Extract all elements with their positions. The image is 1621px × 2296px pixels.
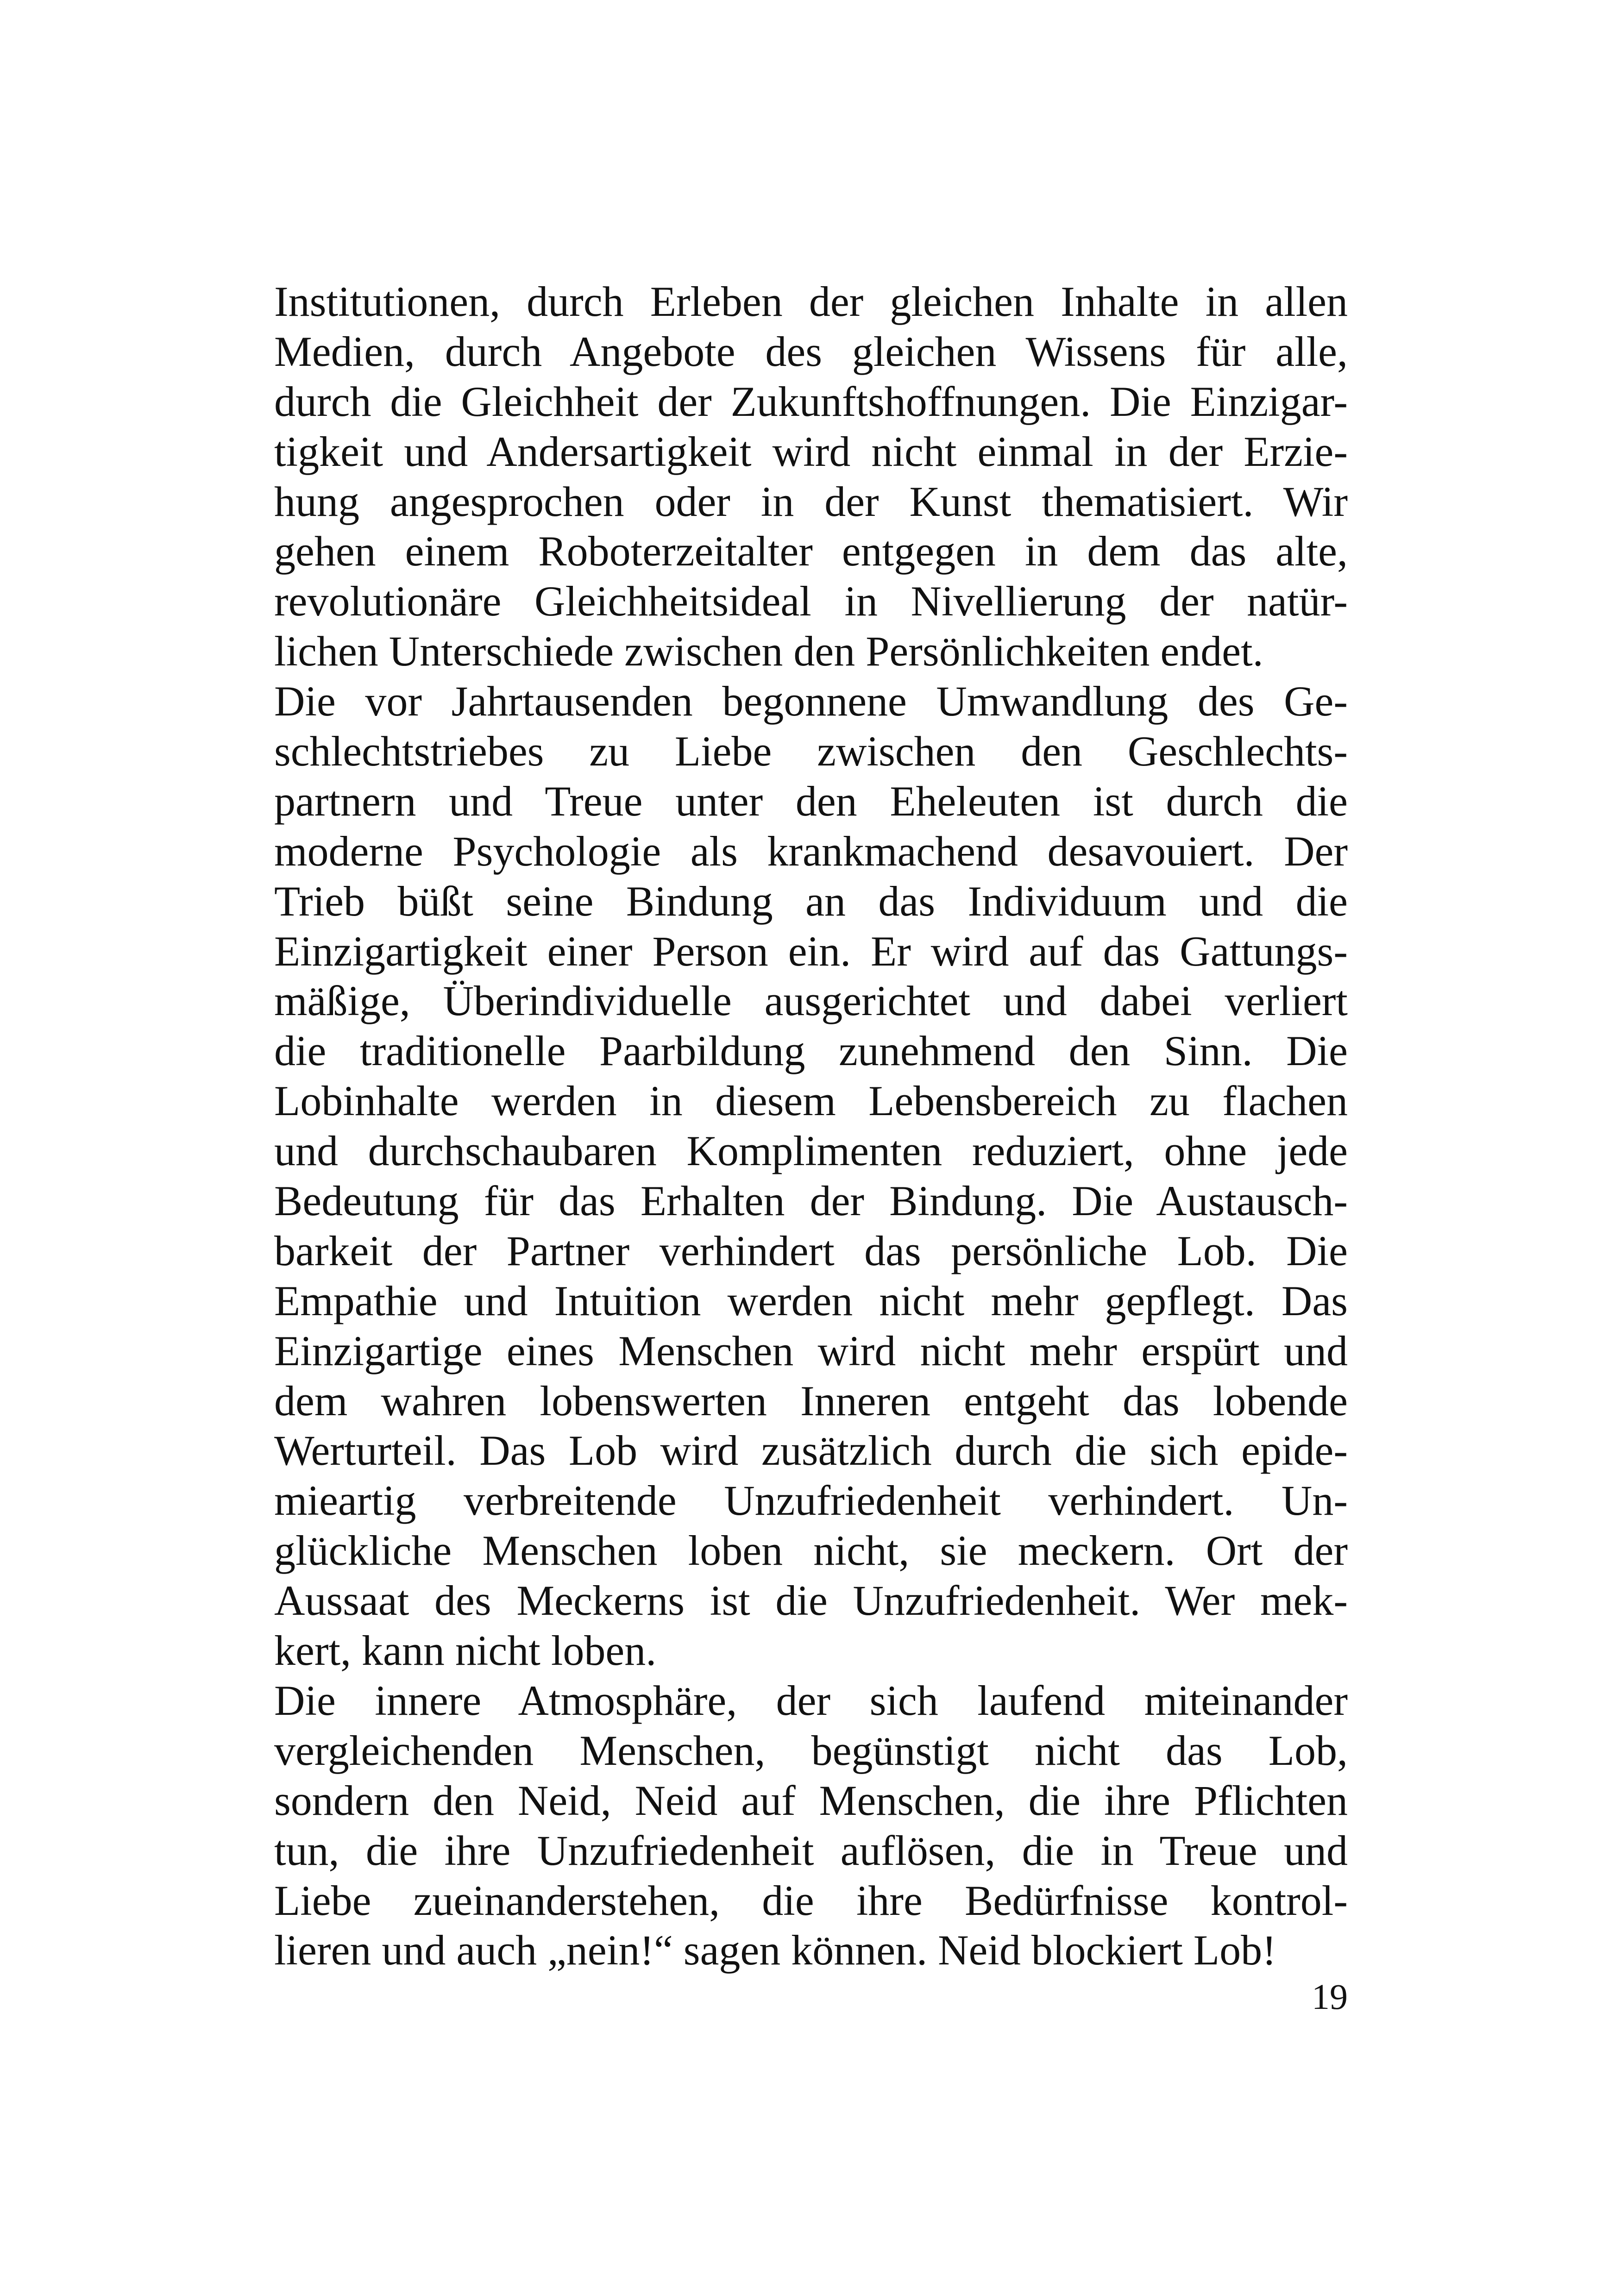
text-line: Bedeutung für das Erhalten der Bindung. Die Austausch- [274,1177,1348,1225]
text-line: tun, die ihre Unzufriedenheit auflösen, die in Treue und [274,1826,1348,1874]
text-line: Einzigartigkeit einer Person ein. Er wird auf das Gattungs- [274,927,1348,975]
text-line: Lobinhalte werden in diesem Lebensbereich zu flachen [274,1077,1348,1125]
text-line: vergleichenden Menschen, begünstigt nicht das Lob, [274,1726,1348,1774]
text-line: hung angesprochen oder in der Kunst thematisiert. Wir [274,477,1348,525]
text-line: Liebe zueinanderstehen, die ihre Bedürfnisse kontrol- [274,1876,1348,1924]
text-line: dem wahren lobenswerten Inneren entgeht das lobende [274,1377,1348,1424]
text-line: lieren und auch „nein!“ sagen können. Neid blockiert Lob! [274,1926,1276,1974]
text-line: revolutionäre Gleichheitsideal in Nivellierung der natür- [274,577,1348,625]
text-line: sondern den Neid, Neid auf Menschen, die ihre Pflichten [274,1776,1348,1824]
text-line: Einzigartige eines Menschen wird nicht mehr erspürt und [274,1327,1348,1374]
text-line: gehen einem Roboterzeitalter entgegen in dem das alte, [274,527,1348,575]
text-line: Empathie und Intuition werden nicht mehr gepflegt. Das [274,1277,1348,1324]
text-line: lichen Unterschiede zwischen den Persönlichkeiten endet. [274,627,1263,675]
text-line: Die vor Jahrtausenden begonnene Umwandlung des Ge- [274,678,1348,725]
text-line: Aussaat des Meckerns ist die Unzufriedenheit. Wer mek- [274,1577,1348,1625]
text-line: Trieb büßt seine Bindung an das Individuum und die [274,877,1348,925]
text-line: die traditionelle Paarbildung zunehmend den Sinn. Die [274,1027,1348,1075]
page-number: 19 [1312,1976,1348,2017]
text-line: schlechtstriebes zu Liebe zwischen den Geschlechts- [274,728,1348,775]
text-line: Werturteil. Das Lob wird zusätzlich durch die sich epide- [274,1427,1348,1474]
text-line: Institutionen, durch Erleben der gleichen Inhalte in allen [274,278,1348,325]
text-line: barkeit der Partner verhindert das persönliche Lob. Die [274,1227,1348,1274]
text-line: moderne Psychologie als krankmachend desavouiert. Der [274,827,1348,875]
text-line: durch die Gleichheit der Zukunftshoffnungen. Die Einzigar- [274,377,1348,425]
text-line: tigkeit und Andersartigkeit wird nicht einmal in der Erzie- [274,427,1348,475]
text-line: Medien, durch Angebote des gleichen Wissens für alle, [274,327,1348,375]
text-line: und durchschaubaren Komplimenten reduziert, ohne jede [274,1127,1348,1175]
text-line: mäßige, Überindividuelle ausgerichtet und dabei verliert [274,977,1348,1025]
text-line: partnern und Treue unter den Eheleuten ist durch die [274,777,1348,825]
text-line: glückliche Menschen loben nicht, sie meckern. Ort der [274,1527,1348,1575]
text-line: mieartig verbreitende Unzufriedenheit verhindert. Un- [274,1477,1348,1524]
body-text [274,277,1348,1976]
text-line: Die innere Atmosphäre, der sich laufend miteinander [274,1676,1348,1724]
text-line: kert, kann nicht loben. [274,1627,657,1675]
